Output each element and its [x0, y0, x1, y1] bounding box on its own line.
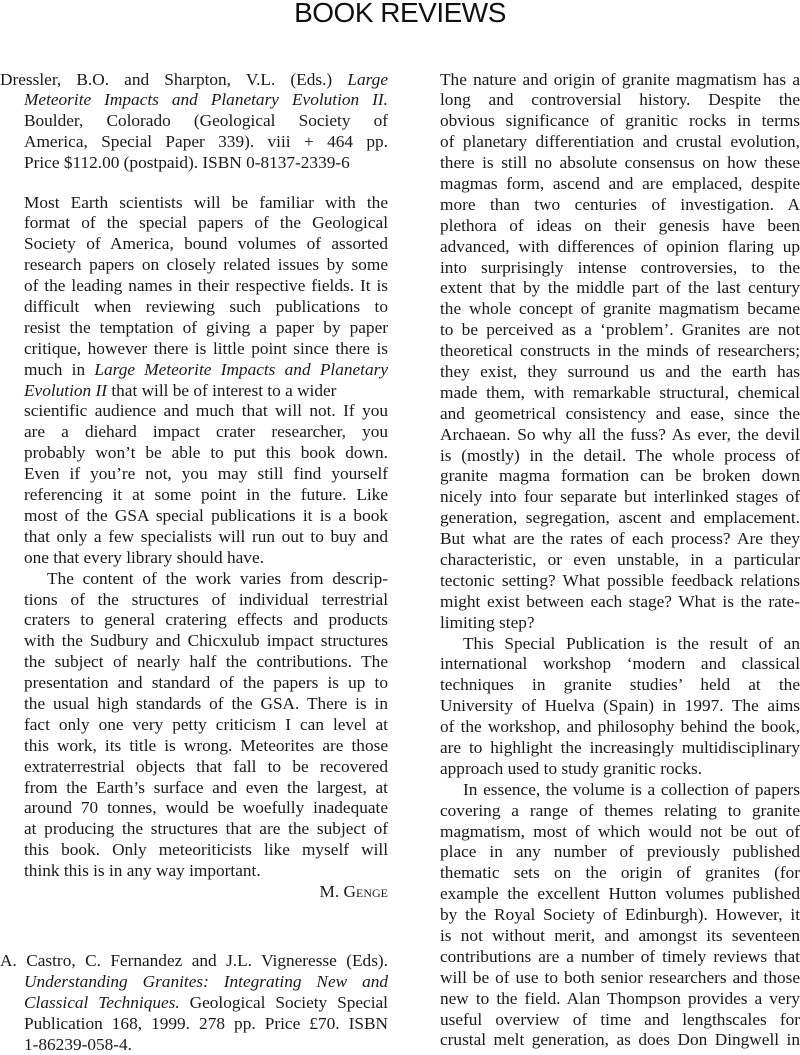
- text-line: is (mostly) in the detail. The whole process of: [440, 445, 800, 465]
- text-line: [24, 381, 388, 402]
- text-line: will be of use to both senior researchers and those: [440, 967, 800, 987]
- text-line: [0, 90, 388, 111]
- text-line: Society of America, bound volumes of assorted: [24, 234, 388, 254]
- text-line: of the leading names in their respective fields. It is: [24, 276, 388, 296]
- book-title-text: Classical Techniques.: [24, 992, 180, 1012]
- text-line: are to highlight the increasingly multidisciplinary: [440, 738, 800, 757]
- book-title-text: Meteorite Impacts and Planetary Evolution II.: [24, 90, 388, 110]
- text-line: Most Earth scientists will be familiar with the: [24, 192, 388, 212]
- text-line: the subject of nearly half the contributions. The: [24, 652, 388, 672]
- text-line: Even if you’re not, you may still find yourself: [24, 464, 388, 484]
- review2-reference: [0, 951, 388, 1055]
- review1-paragraph: [24, 193, 388, 569]
- text-segment: Dressler, B.O. and Sharpton, V.L. (Eds.): [0, 69, 348, 89]
- text-line: craters to general cratering effects and products: [24, 610, 388, 630]
- text-line: probably won’t be able to put this book down.: [24, 443, 388, 463]
- text-line: this book. Only meteoriticists like myself will: [24, 840, 388, 860]
- text-line: they exist, they surround us and the earth has: [440, 361, 800, 381]
- text-line: plethora of ideas on their genesis have been: [440, 215, 800, 235]
- text-line: the whole concept of granite magmatism became: [440, 299, 800, 319]
- text-line: think this is in any way important.: [24, 861, 261, 881]
- text-line: long and controversial history. Despite the: [440, 90, 800, 110]
- review1-paragraph: [24, 569, 388, 882]
- text-line: that only a few specialists will run out to buy and: [24, 526, 388, 546]
- text-line: techniques in granite studies’ held at the: [440, 675, 800, 695]
- text-line: new to the field. Alan Thompson provides a very: [440, 988, 800, 1008]
- text-line: Boulder, Colorado (Geological Society of: [24, 111, 388, 131]
- text-line: Price $112.00 (postpaid). ISBN 0-8137-2339-6: [24, 153, 350, 173]
- text-line: resist the temptation of giving a paper by paper: [24, 317, 388, 337]
- text-line: at producing the structures that are the subject of: [24, 819, 388, 839]
- text-line: [0, 70, 388, 91]
- text-line: around 70 tonnes, would be woefully inadequate: [24, 798, 388, 818]
- text-line: This Special Publication is the result of an: [463, 633, 800, 653]
- text-line: contributions are a number of timely reviews that: [440, 946, 800, 966]
- text-line: University of Huelva (Spain) in 1997. The aims: [440, 696, 800, 716]
- review2-body: [440, 70, 800, 1052]
- text-line: Archaean. So why all the fuss? As ever, the devil: [440, 424, 800, 444]
- text-segment: Geological Society Special: [179, 992, 388, 1012]
- text-line: crustal melt generation, as does Don Dingwell in: [440, 1030, 800, 1050]
- text-line: critique, however there is little point since there is: [24, 338, 388, 358]
- text-line: In essence, the volume is a collection of papers: [463, 779, 800, 799]
- text-line: international workshop ‘modern and classical: [440, 654, 800, 674]
- text-line: America, Special Paper 339). viii + 464 pp.: [24, 132, 388, 152]
- text-line: thematic sets on the origin of granites (for: [440, 863, 800, 883]
- text-line: A. Castro, C. Fernandez and J.L. Vigneresse (Eds).: [0, 951, 388, 970]
- text-line: might exist between each stage? What is the rate-: [440, 591, 800, 611]
- text-line: of the workshop, and philosophy behind the book,: [440, 717, 800, 737]
- text-line: with the Sudbury and Chicxulub impact structures: [24, 631, 388, 651]
- text-line: The nature and origin of granite magmatism has a: [440, 69, 800, 89]
- text-line: the usual high standards of the GSA. There is in: [24, 694, 388, 714]
- text-segment: much in: [24, 359, 95, 379]
- text-line: granite magma formation can be broken down: [440, 466, 800, 486]
- text-line: magmas form, ascend and are emplaced, despite: [440, 173, 800, 193]
- text-line: tectonic setting? What possible feedback relations: [440, 570, 800, 590]
- reviewer-signature: M. Genge: [319, 882, 388, 901]
- review1-reference: [0, 70, 388, 174]
- review2-paragraph: [440, 70, 800, 634]
- page-header: BOOK REVIEWS: [294, 0, 506, 28]
- text-line: But what are the rates of each process? Are they: [440, 529, 800, 549]
- text-line: covering a range of themes relating to granite: [440, 800, 800, 820]
- text-line: one that every library should have.: [24, 547, 264, 567]
- text-line: [0, 972, 388, 993]
- text-line: from the Earth’s surface and even the largest, at: [24, 777, 388, 797]
- text-line: this work, its title is wrong. Meteorites are those: [24, 735, 388, 755]
- text-line: [0, 993, 388, 1014]
- text-line: into surprisingly intense controversies, to the: [440, 257, 800, 277]
- text-line: is not without merit, and amongst its seventeen: [440, 926, 800, 946]
- text-line: approach used to study granitic rocks.: [440, 758, 703, 778]
- text-line: to be perceived as a ‘problem’. Granites are not: [440, 320, 800, 340]
- book-title-text: Large Meteorite Impacts and Planetary: [94, 359, 388, 379]
- text-line: made them, with remarkable structural, chemical: [440, 382, 800, 402]
- text-line: format of the special papers of the Geological: [24, 213, 388, 233]
- text-line: by the Royal Society of Edinburgh). However, it: [440, 905, 800, 925]
- text-line: extraterrestrial objects that fall to be recovered: [24, 756, 388, 776]
- text-line: place in any number of previously published: [440, 842, 800, 862]
- text-line: generation, segregation, ascent and emplacement.: [440, 508, 800, 528]
- text-line: extent that by the middle part of the last century: [440, 278, 800, 298]
- text-line: obvious significance of granitic rocks in terms: [440, 111, 800, 131]
- book-title-text: Large: [347, 69, 388, 89]
- review2-paragraph: [440, 634, 800, 780]
- text-line: there is still no absolute consensus on how these: [440, 153, 800, 173]
- text-segment: that will be of interest to a wider: [107, 380, 337, 400]
- text-line: fact only one very petty criticism I can level at: [24, 714, 388, 734]
- text-line: nicely into four separate but interlinked stages of: [440, 487, 800, 507]
- text-line: of planetary differentiation and crustal evolution,: [440, 132, 800, 152]
- text-line: advanced, with differences of opinion flaring up: [440, 236, 800, 256]
- book-title-text: Understanding Granites: Integrating New and: [24, 971, 388, 991]
- text-line: presentation and standard of the papers is up to: [24, 673, 388, 693]
- review2-paragraph: [440, 780, 800, 1052]
- text-line: difficult when reviewing such publications to: [24, 296, 388, 316]
- text-line: The content of the work varies from descrip-: [47, 568, 388, 588]
- text-line: Publication 168, 1999. 278 pp. Price £70. ISBN: [24, 1013, 388, 1033]
- text-line: magmatism, most of which would not be out of: [440, 821, 800, 841]
- text-line: most of the GSA special publications it is a book: [24, 505, 388, 525]
- text-line: theoretical constructs in the minds of researchers;: [440, 341, 800, 361]
- text-line: more than two centuries of investigation. A: [440, 194, 800, 214]
- text-line: scientific audience and much that will not. If you: [24, 401, 388, 421]
- text-line: limiting step?: [440, 612, 535, 632]
- book-title-text: Evolution II: [24, 380, 108, 400]
- text-line: useful overview of time and lengthscales for: [440, 1009, 800, 1029]
- text-line: characteristic, or even unstable, in a particular: [440, 549, 800, 569]
- text-line: and geometrical consistency and ease, since the: [440, 403, 800, 423]
- text-line: tions of the structures of individual terrestrial: [24, 589, 388, 609]
- text-line: research papers on closely related issues by some: [24, 255, 388, 275]
- text-line: example the excellent Hutton volumes published: [440, 884, 800, 904]
- text-line: are a diehard impact crater researcher, you: [24, 422, 388, 442]
- text-line: 1-86239-058-4.: [24, 1034, 132, 1054]
- text-line: [24, 360, 388, 381]
- text-line: referencing it at some point in the future. Like: [24, 484, 388, 504]
